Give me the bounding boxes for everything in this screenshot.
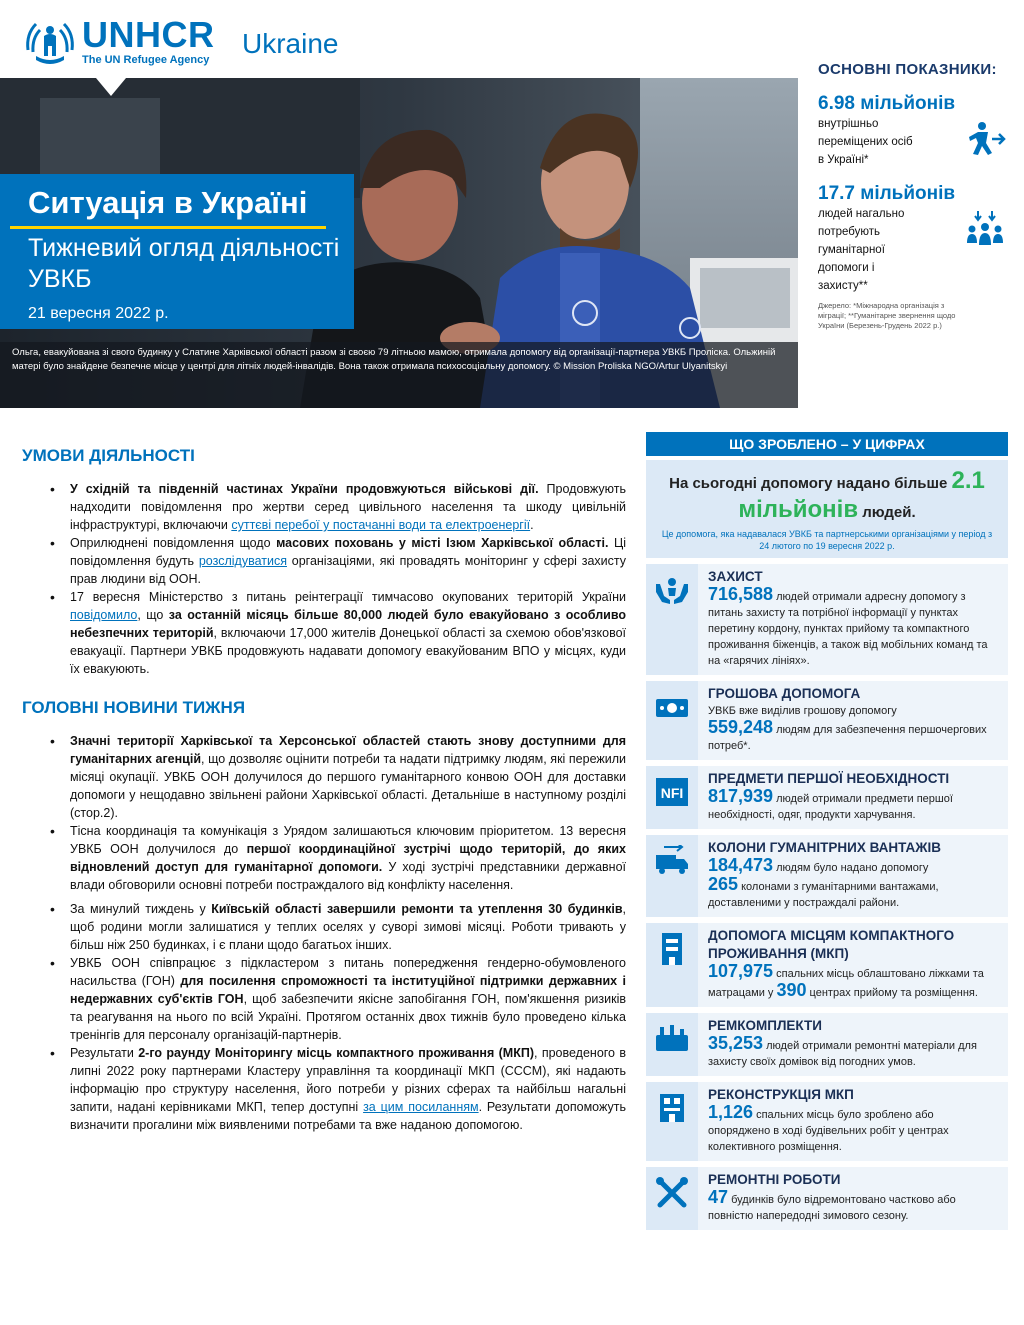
figures-column <box>646 432 1008 1230</box>
list-item <box>70 900 626 954</box>
bullet-bold: У східній та південній частинах України продовжуються військові дії. <box>70 482 539 496</box>
key-figure-idp-desc: внутрішньо переміщених осіб в Україні* <box>818 118 913 166</box>
bullet-text: , щоб забезпечити якісне запобігання ГОН, пом'якшення ризиків та реагування на нього по всій Україні. Протягом останніх двох тижнів було проведено кілька тренінгів для персоналу організацій-партнерів. <box>70 992 627 1042</box>
bullet-bold: Київській області завершили ремонти та утеплення 30 будинків <box>211 902 623 916</box>
title-box <box>0 174 354 329</box>
figure-block-repair-kits <box>646 1013 1008 1076</box>
org-subtitle: The UN Refugee Agency <box>82 54 210 66</box>
photo-caption: Ольга, евакуйована зі свого будинку у Слатине Харківської області разом зі своєю 79 літньою мамою, отримала допомогу від організації-партнера УВКБ Проліска. Ольжиній матері було знайдене безпечне місце у центрі для літніх людей-інвалідів. Вона також отримала психосоціальну допомогу. © Mission Proliska NGO/Artur Ulyanitskyi <box>0 342 798 408</box>
figure-text: центрах прийому та розміщення. <box>806 987 978 999</box>
bullet-bold: за останній місяць більше 80,000 людей було евакуйовано з особливо небезпечних територій <box>70 608 626 640</box>
bullet-text: . Результати допоможуть визначити прогалини між виявленими потребами та вже наданою допомогою. <box>70 1100 626 1132</box>
figure-block-cash <box>646 681 1008 760</box>
investigation-link[interactable]: розслідуватися <box>198 554 287 568</box>
bullet-text: За минулий тиждень у <box>70 902 212 916</box>
list-item <box>70 1044 626 1134</box>
figure-title: РЕМКОМПЛЕКТИ <box>708 1018 822 1033</box>
bullet-text: Ці повідомлення будуть <box>70 536 627 568</box>
country-label: Ukraine <box>242 28 339 59</box>
key-figure-need-value: 17.7 мільйонів <box>818 183 956 204</box>
figure-number: 35,253 <box>708 1033 764 1053</box>
nfi-icon-label: NFI <box>660 785 684 801</box>
conditions-list <box>22 480 626 678</box>
repair-kit-icon <box>654 1023 690 1055</box>
ministry-announcement-link[interactable]: повідомило <box>70 608 138 622</box>
figure-number: 1,126 <box>708 1102 754 1122</box>
news-heading: ГОЛОВНІ НОВИНИ ТИЖНЯ <box>22 698 246 717</box>
figure-title: ПРЕДМЕТИ ПЕРШОЇ НЕОБХІДНОСТІ <box>708 771 950 786</box>
bullet-text: Результати <box>70 1046 139 1060</box>
figure-text: людям було надано допомогу <box>773 862 929 874</box>
figure-title: РЕКОНСТРУКЦІЯ МКП <box>708 1087 854 1102</box>
bullet-text: , включаючи 17,000 жителів Донецької області за схемою обов'язкової евакуації. Партнери УВКБ продовжують надавати допомогу евакуйованим ВПО у місцях, куди їх евакуюють. <box>70 626 627 676</box>
bullet-bold: 2-го раунду Моніторингу місць компактного проживання (МКП) <box>138 1046 534 1060</box>
figure-text: УВКБ вже виділив грошову допомогу <box>708 705 897 717</box>
figure-number: 817,939 <box>708 786 774 806</box>
building-icon <box>654 933 690 965</box>
figure-text: людей отримали адресну допомогу з питань захисту та потрібної інформації у пунктах перетину кордону, пунктах прийому та компактного проживання біженців, а також від мобільних команд та на «гарячих лініях». <box>708 591 988 667</box>
house-reconstruction-icon <box>654 1092 690 1124</box>
bullet-text: , що дозволяє оцінити потреби та надати підтримку людям, які пережили місяці окупації. УВКБ ООН долучилося до першого гуманітарного конвою ООН для доставки допомоги у нещодавно звільнені райони Харківської області. Детальніше в наступному розділі (стор.2). <box>70 752 627 820</box>
figure-title: ДОПОМОГА МІСЦЯМ КОМПАКТНОГО ПРОЖИВАННЯ (МКП) <box>708 928 955 961</box>
monitoring-results-link[interactable]: за цим посиланням <box>363 1100 479 1114</box>
key-figure-need-desc: людей нагально потребують гуманітарної допомоги і захисту** <box>818 208 905 292</box>
figure-text: людям для забезпечення першочергових потреб*. <box>708 724 987 752</box>
figure-number: 47 <box>708 1187 729 1207</box>
bullet-text: Оприлюднені повідомлення щодо <box>70 536 277 550</box>
figures-summary <box>646 460 1008 558</box>
figure-block-reconstruction <box>646 1082 1008 1161</box>
bullet-text: організаціями, які провадять моніторинг у сфері захисту прав людини від ООН. <box>70 554 627 586</box>
water-electricity-link[interactable]: суттєві перебої у постачанні води та електроенергії <box>231 518 531 532</box>
bullet-text: , проведеного в липні 2022 року партнерами Кластеру управління та координації МКП (CCCM), які надають інформацію про структуру населення, його потреби у різних сферах та найбільш нагальні запити, надані керівниками МКП, тепер доступні <box>70 1046 627 1114</box>
news-list <box>22 732 626 1134</box>
page-title: Ситуація в Україні <box>28 185 308 220</box>
figure-number: 390 <box>776 980 807 1000</box>
list-item <box>70 732 626 822</box>
figure-title: КОЛОНИ ГУМАНІТРНИХ ВАНТАЖІВ <box>708 840 942 855</box>
figure-title: ЗАХИСТ <box>708 569 763 584</box>
bullet-text: , щоб родини могли залишатися у теплих оселях у суворі зимові місяці. Роботи тривають у більш ніж 250 будинках, і є плани щодо багатьох інших. <box>70 902 626 952</box>
list-item <box>70 480 626 534</box>
figure-text: колонами з гуманітарними вантажами, доставленими у постраждалі райони. <box>708 881 939 909</box>
bullet-text: У ході зустрічі представники державної влади обговорили основні потреби постраждалого від конфлікту населення. <box>70 860 626 892</box>
bullet-bold: Значні території Харківської та Херсонської областей стають знову доступними для гуманітарних агенцій <box>70 734 626 766</box>
people-group-icon <box>964 209 1008 253</box>
unhcr-emblem-icon <box>22 16 78 68</box>
figure-block-protection <box>646 564 1008 675</box>
bullet-text: Тісна координація та комунікація з Урядом залишаються ключовим пріоритетом. 13 вересня УВКБ ООН долучилося до <box>70 824 626 856</box>
figure-block-convoys <box>646 835 1008 917</box>
list-item <box>70 534 626 588</box>
figure-text: людей отримали ремонтні матеріали для захисту своїх домівок від погодних умов. <box>708 1040 977 1068</box>
bullet-bold: першої координаційної зустрічі щодо територій, до яких відновлений доступ для гуманітарної допомоги. <box>70 842 626 874</box>
key-figure-idp-value: 6.98 мільйонів <box>818 93 956 114</box>
list-item <box>70 954 626 1044</box>
bullet-text: УВКБ ООН співпрацює з підкластером з питань попередження гендерно-обумовленого насильства (ГОН) <box>70 956 626 988</box>
list-item <box>70 822 626 894</box>
tools-icon <box>654 1177 690 1209</box>
nfi-icon <box>654 776 690 808</box>
bullet-text: 17 вересня Міністерство з питань реінтеграції тимчасово окупованих територій України <box>70 590 626 604</box>
summary-text: людей. <box>858 504 916 521</box>
figure-title: ГРОШОВА ДОПОМОГА <box>708 686 861 701</box>
truck-icon <box>654 845 690 877</box>
summary-text: На сьогодні допомогу надано більше <box>669 475 952 492</box>
page-subtitle: Тижневий огляд діяльності УВКБ <box>28 234 340 293</box>
figure-number: 559,248 <box>708 717 774 737</box>
title-divider <box>10 226 326 229</box>
protection-hands-icon <box>654 574 690 606</box>
bullet-text: Продовжують надходити повідомлення про жертви серед цивільного населення та шкоду цивільній інфраструктурі, включаючи <box>70 482 626 532</box>
key-figures-title: ОСНОВНІ ПОКАЗНИКИ: <box>818 61 997 78</box>
unhcr-logo <box>22 16 215 72</box>
figure-title: РЕМОНТНІ РОБОТИ <box>708 1172 841 1187</box>
figure-number: 107,975 <box>708 961 774 981</box>
figure-text: спальних місць було зроблено або опоряджено в ході будівельних робіт у центрах колективного розміщення. <box>708 1109 949 1153</box>
key-figures <box>818 60 1018 331</box>
cash-icon <box>654 691 690 723</box>
org-name: UNHCR <box>82 14 215 55</box>
key-figures-source: Джерело: *Міжнародна організація з міграції; **Гуманітарне звернення щодо України (Березень-Грудень 2022 р.) <box>818 301 956 330</box>
figure-number: 716,588 <box>708 584 774 604</box>
summary-note: Це допомога, яка надавалася УВКБ та партнерськими організаціями у період з 24 лютого по 19 вересня 2022 р. <box>661 529 993 551</box>
figure-block-repairs <box>646 1167 1008 1230</box>
bullet-bold: масових поховань у місті Ізюм Харківської області. <box>276 536 609 550</box>
figure-number: 184,473 <box>708 855 774 875</box>
bullet-bold: для посилення спроможності та інституційної підтримки державних і недержавних суб'єктів ГОН <box>70 974 626 1006</box>
figure-text: людей отримали предмети першої необхідності, одяг, продукти харчування. <box>708 793 953 821</box>
figure-text: будинків було відремонтовано частково або повністю напередодні зимового сезону. <box>708 1194 956 1222</box>
figure-text: спальних місць облаштовано ліжками та матрацами у <box>708 968 984 999</box>
figure-number: 265 <box>708 874 739 894</box>
list-item <box>70 588 626 678</box>
summary-number: 2.1 мільйонів <box>738 467 985 523</box>
figures-heading: ЩО ЗРОБЛЕНО – У ЦИФРАХ <box>646 432 1008 456</box>
figure-block-nfi <box>646 766 1008 829</box>
main-content <box>22 446 626 1134</box>
bullet-text: , що <box>137 608 169 622</box>
running-person-icon <box>964 119 1008 163</box>
figure-block-collective-sites <box>646 923 1008 1007</box>
header-notch <box>96 78 126 96</box>
report-date: 21 вересня 2022 р. <box>28 305 169 322</box>
conditions-heading: УМОВИ ДІЯЛЬНОСТІ <box>22 446 195 465</box>
bullet-text: . <box>530 518 534 532</box>
